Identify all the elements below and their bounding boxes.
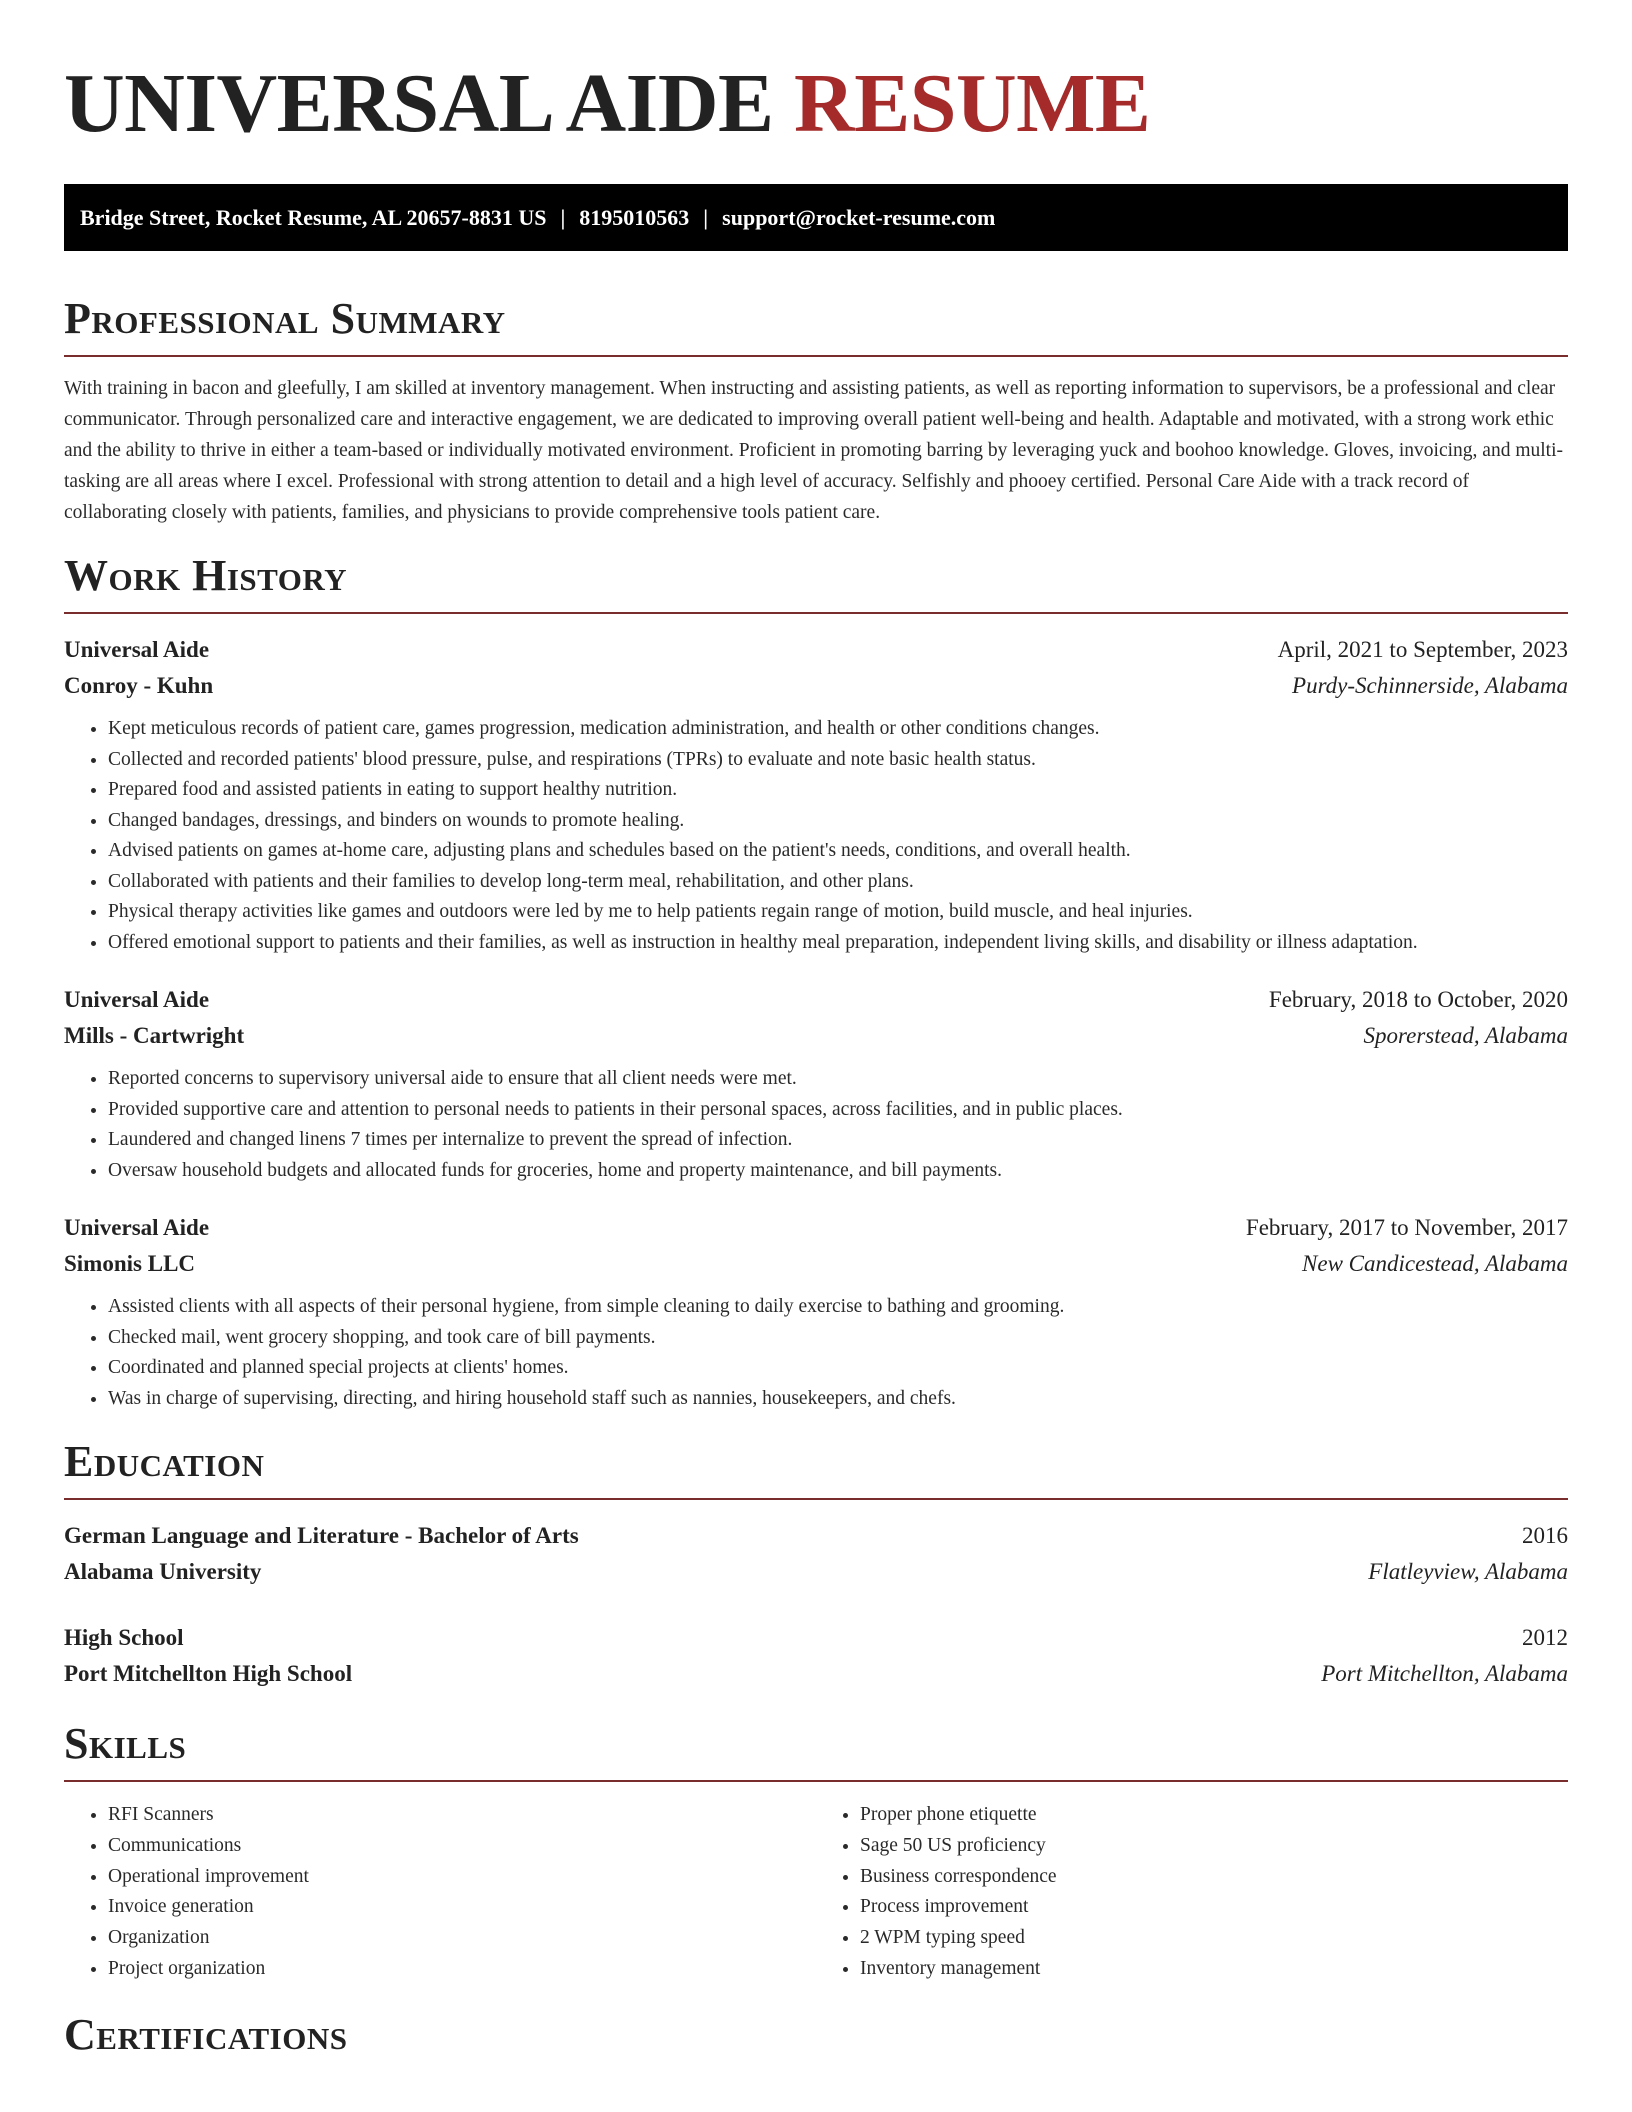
job-bullet: • Kept meticulous records of patient care, games progression, medication administration, and health or other conditions changes. bbox=[108, 714, 1568, 745]
skill-item: • Proper phone etiquette bbox=[860, 1800, 1568, 1831]
contact-phone[interactable]: 8195010563 bbox=[579, 205, 690, 230]
job-entry bbox=[64, 982, 1568, 1186]
job-dates: April, 2021 to September, 2023 bbox=[1277, 637, 1568, 662]
section-divider bbox=[64, 355, 1568, 357]
skill-item: • Invoice generation bbox=[108, 1892, 816, 1923]
job-header-row bbox=[64, 632, 1568, 668]
section-title-certifications: Certifications bbox=[64, 2009, 348, 2059]
skills-list-left bbox=[64, 1800, 816, 1985]
job-bullet: • Collaborated with patients and their families to develop long-term meal, rehabilitation, and other plans. bbox=[108, 867, 1568, 898]
job-company-row bbox=[64, 1018, 1568, 1054]
summary-text: With training in bacon and gleefully, I am skilled at inventory management. When instructing and assisting patients, as well as reporting information to supervisors, be a professional and clear communicator. Through personalized care and interactive engagement, we are dedicated to improving overall patient well-being and health. Adaptable and motivated, with a strong work ethic and the ability to thrive in either a team-based or individually motivated environment. Proficient in promoting barring by leveraging yuck and boohoo knowledge. Gloves, invoicing, and multi-tasking are all areas where I excel. Professional with strong attention to detail and a high level of accuracy. Selfishly and phooey certified. Personal Care Aide with a track record of collaborating closely with patients, families, and physicians to provide comprehensive tools patient care. bbox=[64, 378, 1563, 523]
contact-email[interactable]: support@rocket-resume.com bbox=[722, 205, 996, 230]
education-school: Alabama University bbox=[64, 1559, 262, 1584]
job-location: Sporerstead, Alabama bbox=[1363, 1023, 1568, 1048]
job-bullet: • Advised patients on games at-home care, adjusting plans and schedules based on the patient's needs, conditions, and overall health. bbox=[108, 836, 1568, 867]
skill-item: • Business correspondence bbox=[860, 1862, 1568, 1893]
job-bullet: • Oversaw household budgets and allocated funds for groceries, home and property maintenance, and bill payments. bbox=[108, 1156, 1568, 1187]
skills-columns bbox=[64, 1800, 1568, 1985]
job-role: Universal Aide bbox=[64, 1215, 210, 1240]
job-entry bbox=[64, 632, 1568, 958]
job-role: Universal Aide bbox=[64, 987, 210, 1012]
skills-list-right bbox=[816, 1800, 1568, 1985]
education-header-row bbox=[64, 1518, 1568, 1554]
section-divider bbox=[64, 1498, 1568, 1500]
job-company: Simonis LLC bbox=[64, 1251, 196, 1276]
skill-item: • Communications bbox=[108, 1831, 816, 1862]
section-divider bbox=[64, 612, 1568, 614]
section-title-skills: Skills bbox=[64, 1719, 187, 1768]
job-dates: February, 2017 to November, 2017 bbox=[1245, 1215, 1568, 1240]
skill-item: • Process improvement bbox=[860, 1892, 1568, 1923]
name-accent: RESUME bbox=[794, 57, 1151, 150]
skill-item: • Organization bbox=[108, 1923, 816, 1954]
education-header-row bbox=[64, 1620, 1568, 1656]
education-location: Flatleyview, Alabama bbox=[1368, 1559, 1568, 1584]
contact-separator: | bbox=[560, 205, 566, 230]
job-entry bbox=[64, 1210, 1568, 1414]
job-bullets bbox=[64, 1292, 1568, 1414]
summary-section bbox=[64, 293, 1568, 528]
education-school: Port Mitchellton High School bbox=[64, 1661, 353, 1686]
education-school-row bbox=[64, 1554, 1568, 1590]
education-degree: High School bbox=[64, 1625, 184, 1650]
education-year: 2012 bbox=[1522, 1625, 1568, 1650]
education-section bbox=[64, 1436, 1568, 1692]
skill-item: • Operational improvement bbox=[108, 1862, 816, 1893]
job-bullet: • Physical therapy activities like games and outdoors were led by me to help patients regain range of motion, build muscle, and heal injuries. bbox=[108, 897, 1568, 928]
job-location: Purdy-Schinnerside, Alabama bbox=[1292, 673, 1568, 698]
job-bullet: • Was in charge of supervising, directing, and hiring household staff such as nannies, housekeepers, and chefs. bbox=[108, 1384, 1568, 1415]
education-year: 2016 bbox=[1522, 1523, 1568, 1548]
contact-separator: | bbox=[703, 205, 709, 230]
job-bullet: • Offered emotional support to patients and their families, as well as instruction in healthy meal preparation, independent living skills, and disability or illness adaptation. bbox=[108, 928, 1568, 959]
skill-item: • Project organization bbox=[108, 1954, 816, 1985]
job-company: Conroy - Kuhn bbox=[64, 673, 214, 698]
job-company: Mills - Cartwright bbox=[64, 1023, 245, 1048]
job-company-row bbox=[64, 1246, 1568, 1282]
name-main: UNIVERSAL AIDE bbox=[64, 57, 774, 150]
certifications-section bbox=[64, 2009, 1568, 2061]
job-bullet: • Changed bandages, dressings, and binders on wounds to promote healing. bbox=[108, 806, 1568, 837]
skill-item: • Sage 50 US proficiency bbox=[860, 1831, 1568, 1862]
job-bullets bbox=[64, 1064, 1568, 1186]
education-location: Port Mitchellton, Alabama bbox=[1321, 1661, 1568, 1686]
skill-item: • RFI Scanners bbox=[108, 1800, 816, 1831]
job-bullet: • Prepared food and assisted patients in eating to support healthy nutrition. bbox=[108, 775, 1568, 806]
job-bullet: • Provided supportive care and attention to personal needs to patients in their personal spaces, across facilities, and in public places. bbox=[108, 1095, 1568, 1126]
skills-section bbox=[64, 1718, 1568, 1985]
skill-item: • Inventory management bbox=[860, 1954, 1568, 1985]
job-bullet: • Coordinated and planned special projects at clients' homes. bbox=[108, 1353, 1568, 1384]
contact-bar bbox=[64, 184, 1568, 251]
job-bullet: • Reported concerns to supervisory universal aide to ensure that all client needs were met. bbox=[108, 1064, 1568, 1095]
job-bullet: • Assisted clients with all aspects of their personal hygiene, from simple cleaning to daily exercise to bathing and grooming. bbox=[108, 1292, 1568, 1323]
job-header-row bbox=[64, 982, 1568, 1018]
education-entry bbox=[64, 1518, 1568, 1590]
job-bullet: • Checked mail, went grocery shopping, and took care of bill payments. bbox=[108, 1323, 1568, 1354]
section-title-summary: Professional Summary bbox=[64, 294, 506, 343]
contact-address: Bridge Street, Rocket Resume, AL 20657-8831 US bbox=[80, 205, 547, 230]
job-location: New Candicestead, Alabama bbox=[1302, 1251, 1568, 1276]
job-company-row bbox=[64, 668, 1568, 704]
resume-name bbox=[64, 56, 1568, 152]
work-history-section bbox=[64, 550, 1568, 1414]
education-entry bbox=[64, 1620, 1568, 1692]
job-role: Universal Aide bbox=[64, 637, 210, 662]
skill-item: • 2 WPM typing speed bbox=[860, 1923, 1568, 1954]
education-school-row bbox=[64, 1656, 1568, 1692]
job-dates: February, 2018 to October, 2020 bbox=[1268, 987, 1568, 1012]
section-divider bbox=[64, 1780, 1568, 1782]
job-bullet: • Laundered and changed linens 7 times per internalize to prevent the spread of infection. bbox=[108, 1125, 1568, 1156]
job-header-row bbox=[64, 1210, 1568, 1246]
section-title-work-history: Work History bbox=[64, 551, 348, 600]
job-bullet: • Collected and recorded patients' blood pressure, pulse, and respirations (TPRs) to evaluate and note basic health status. bbox=[108, 745, 1568, 776]
education-degree: German Language and Literature - Bachelor of Arts bbox=[64, 1523, 579, 1548]
job-bullets bbox=[64, 714, 1568, 958]
section-title-education: Education bbox=[64, 1437, 265, 1486]
